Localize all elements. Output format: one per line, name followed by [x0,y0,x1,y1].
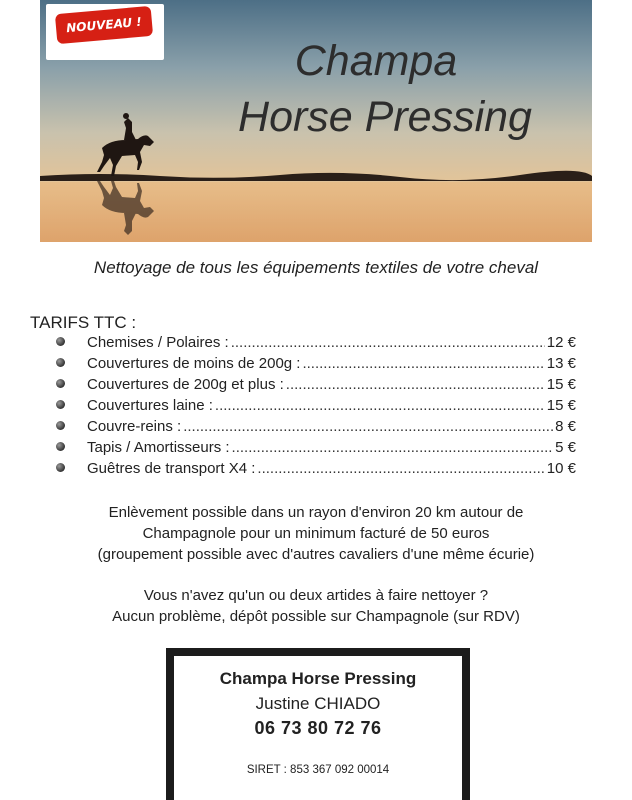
price-item [56,418,576,439]
dot-leader [215,397,545,414]
price-item [56,397,576,418]
pickup-line-1: Enlèvement possible dans un rayon d'environ 20 km autour de [108,504,524,521]
title-line-2: Horse Pressing [238,93,532,141]
dropoff-info [0,585,632,627]
pickup-line-3: (groupement possible avec d'autres cavaliers d'une même écurie) [97,546,535,563]
price-item [56,376,576,397]
contact-business-name: Champa Horse Pressing [219,669,417,688]
dot-leader [231,334,545,351]
dropoff-line-1: Vous n'avez qu'un ou deux artides à faire nettoyer ? [143,587,489,604]
price-item-value: 15 € [546,376,576,393]
bullet-icon [56,463,65,472]
subtitle: Nettoyage de tous les équipements textiles de votre cheval [93,258,539,277]
price-item-value: 8 € [555,418,576,435]
pickup-info [0,502,632,565]
price-item [56,355,576,376]
price-item-label: Tapis / Amortisseurs : [87,439,230,456]
dropoff-line-2: Aucun problème, dépôt possible sur Champagnole (sur RDV) [112,608,520,625]
dot-leader [232,439,554,456]
contact-card [174,656,462,800]
bullet-icon [56,421,65,430]
price-item-value: 10 € [546,460,576,477]
bullet-icon [56,337,65,346]
price-item-label: Couvertures laine : [87,397,213,414]
new-badge [46,4,164,60]
price-item-value: 12 € [546,334,576,351]
price-list [56,334,576,481]
price-item-label: Couvre-reins : [87,418,182,435]
bullet-icon [56,442,65,451]
bullet-icon [56,379,65,388]
price-item [56,460,576,481]
price-item-label: Chemises / Polaires : [87,334,229,351]
dot-leader [302,355,544,372]
bullet-icon [56,400,65,409]
price-item [56,334,576,355]
new-badge-label: NOUVEAU ! [55,6,153,44]
bullet-icon [56,358,65,367]
price-item-value: 15 € [546,397,576,414]
dot-leader [183,418,553,435]
tarifs-heading: TARIFS TTC : [30,313,137,332]
price-item-label: Guêtres de transport X4 : [87,460,256,477]
contact-person: Justine CHIADO [255,694,381,713]
dot-leader [257,460,544,477]
dot-leader [286,376,545,393]
price-item-label: Couvertures de moins de 200g : [87,355,301,372]
price-item-value: 13 € [546,355,576,372]
contact-phone[interactable]: 06 73 80 72 76 [254,718,382,738]
title-line-1: Champa [294,37,458,85]
contact-siret: SIRET : 853 367 092 00014 [246,764,390,776]
horse-rider-silhouette [97,113,154,176]
pickup-line-2: Champagnole pour un minimum facturé de 50 euros [142,525,490,542]
price-item-label: Couvertures de 200g et plus : [87,376,284,393]
price-item-value: 5 € [555,439,576,456]
price-item [56,439,576,460]
